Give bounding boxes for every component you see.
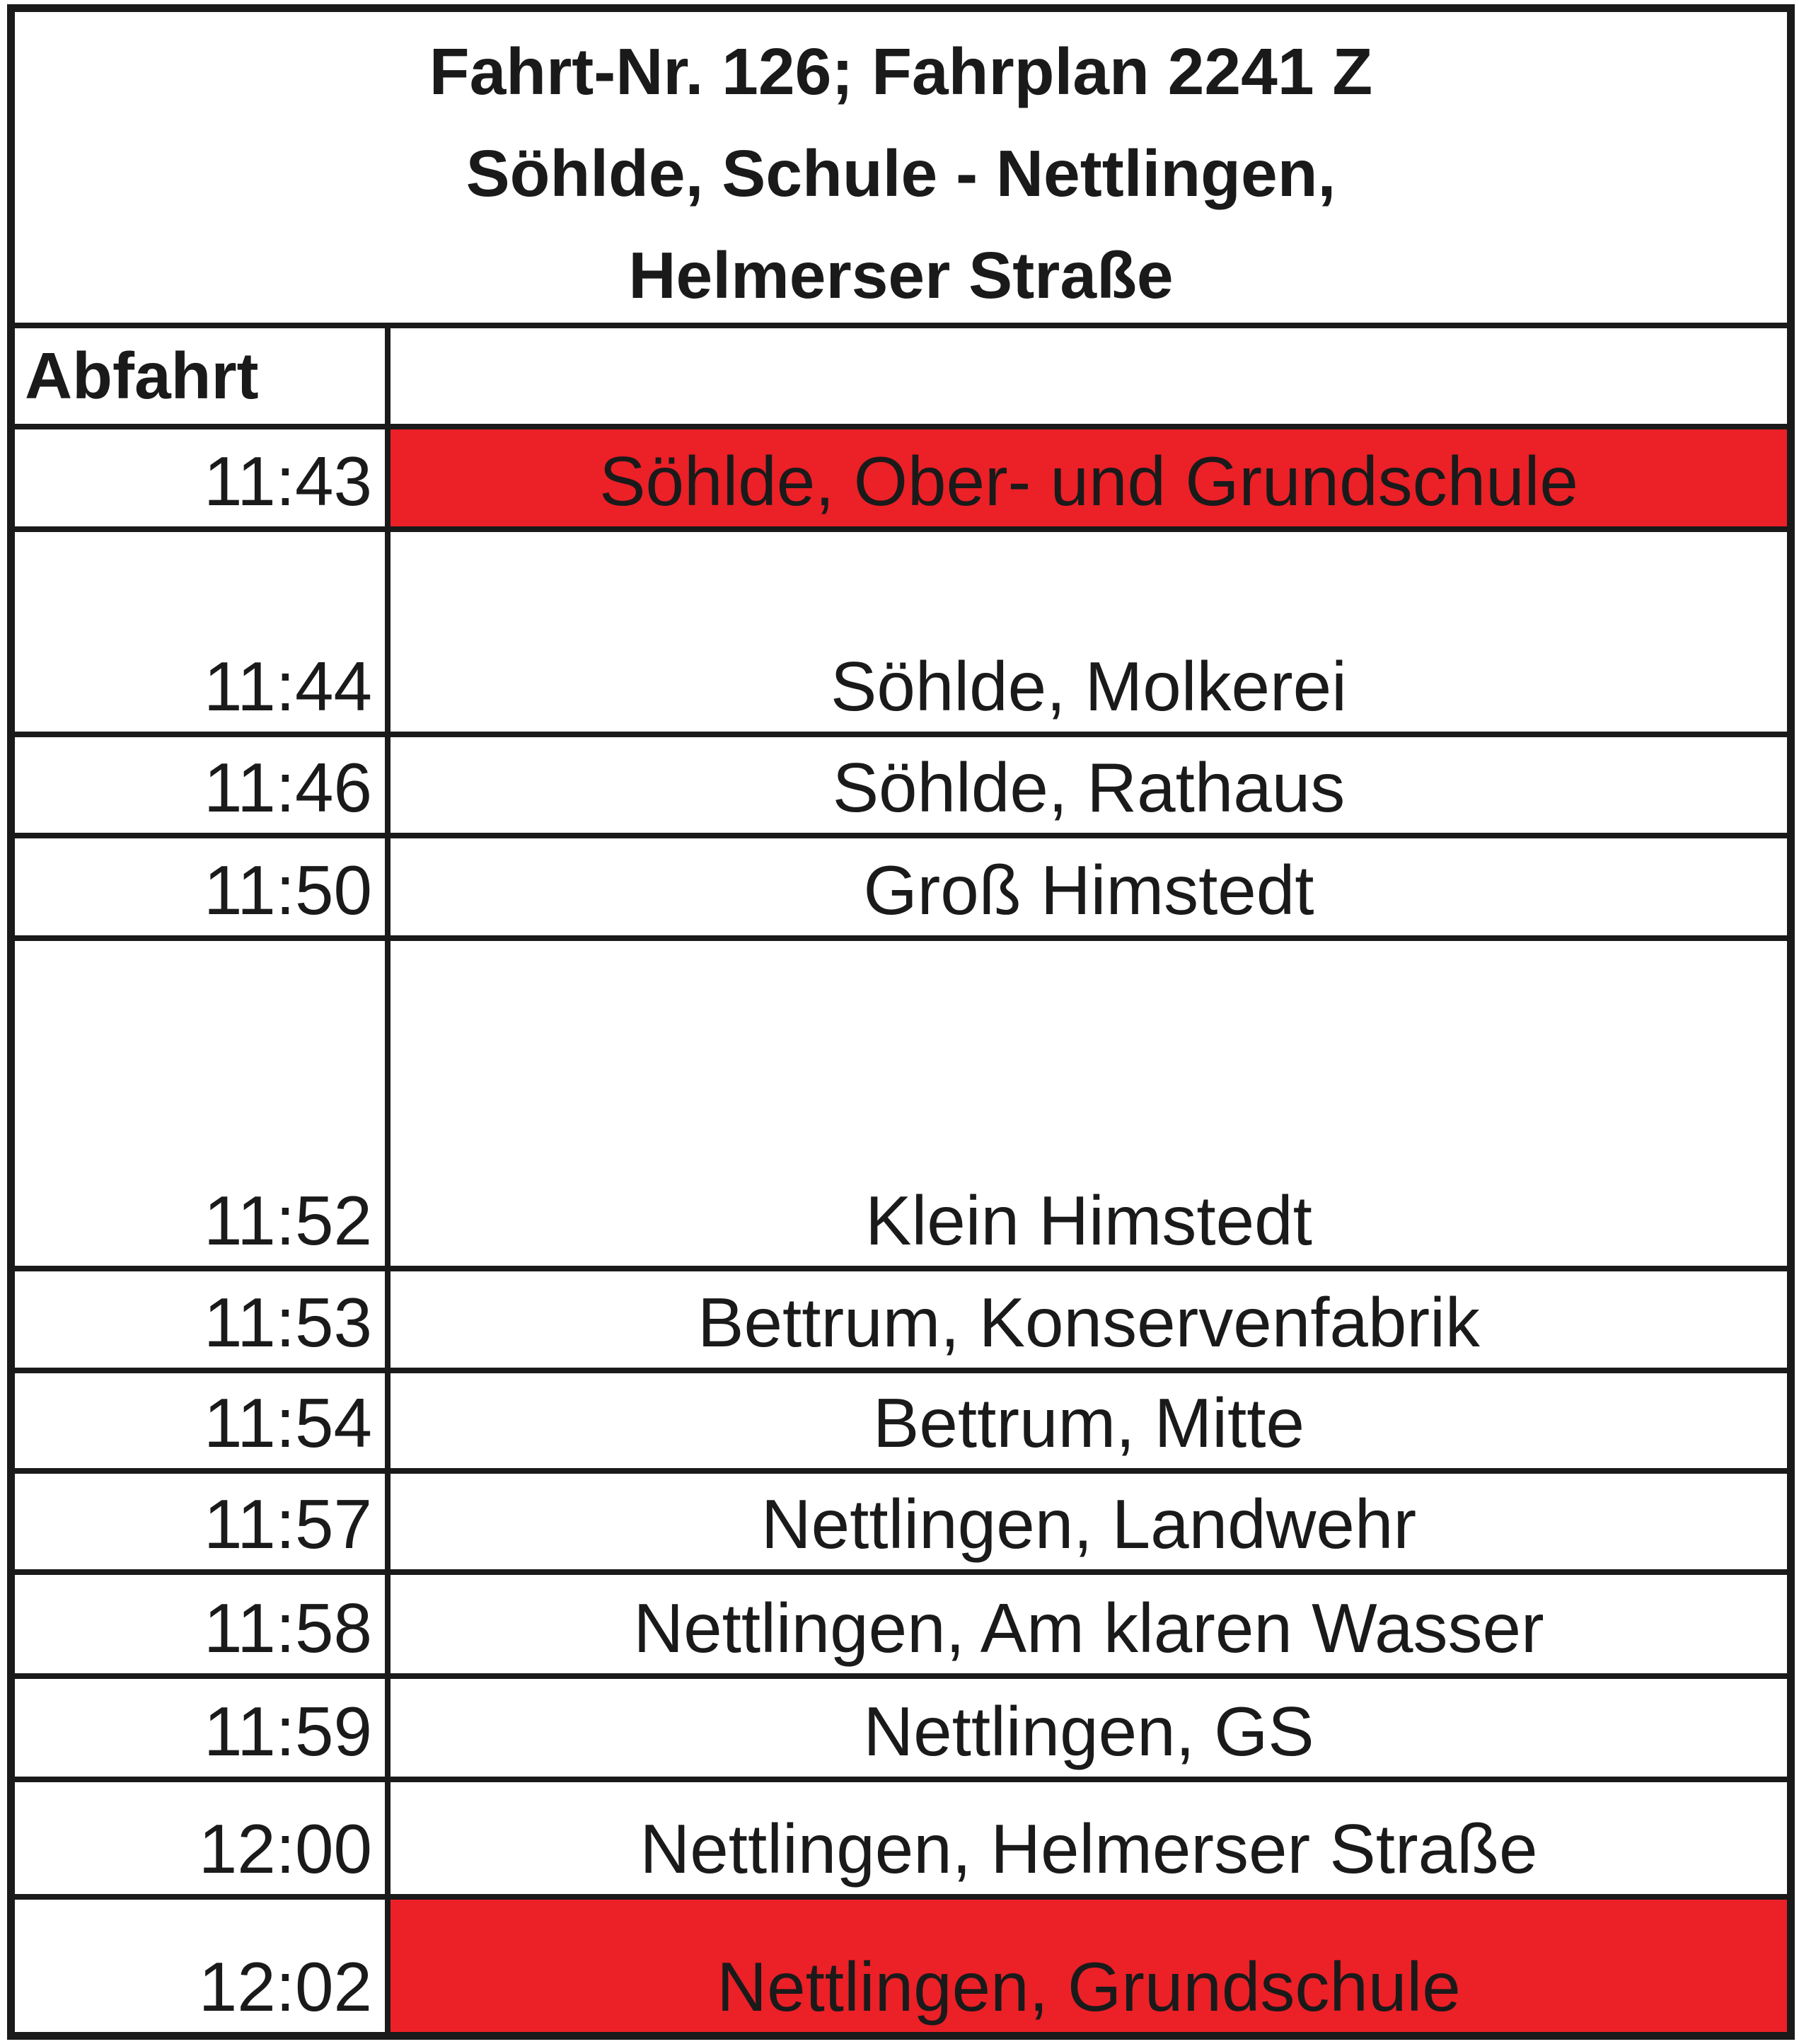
departure-time: 11:58: [204, 1589, 372, 1667]
departure-time: 11:46: [204, 749, 372, 826]
stop-name: Bettrum, Konservenfabrik: [698, 1283, 1480, 1361]
time-cell: [15, 737, 391, 833]
timetable-row: [15, 532, 1787, 737]
stop-cell: [391, 1679, 1787, 1777]
time-cell: [15, 1271, 391, 1368]
timetable: [7, 4, 1795, 2040]
departure-time: 11:43: [204, 442, 372, 520]
header-line-1: Fahrt-Nr. 126; Fahrplan 2241 Z: [429, 35, 1373, 108]
time-cell: [15, 941, 391, 1266]
time-cell: [15, 1373, 391, 1468]
timetable-header: [15, 12, 1787, 328]
stop-name: Nettlingen, Am klaren Wasser: [633, 1589, 1544, 1667]
stop-cell: [391, 1782, 1787, 1894]
stop-cell: [391, 1575, 1787, 1673]
time-cell: [15, 532, 391, 732]
stop-cell: [391, 1271, 1787, 1368]
stop-cell: [391, 1474, 1787, 1569]
departure-column-header: [15, 328, 391, 424]
timetable-row: [15, 1679, 1787, 1782]
column-header-row: [15, 328, 1787, 429]
time-cell: [15, 1679, 391, 1777]
time-cell: [15, 1575, 391, 1673]
timetable-row: [15, 1271, 1787, 1373]
timetable-row: [15, 941, 1787, 1271]
departure-time: 11:54: [204, 1384, 372, 1462]
stop-name: Klein Himstedt: [865, 1182, 1312, 1259]
stop-name: Nettlingen, Helmerser Straße: [640, 1810, 1538, 1888]
time-cell: [15, 838, 391, 935]
timetable-row: [15, 1575, 1787, 1679]
departure-time: 11:59: [204, 1692, 372, 1770]
departure-time: 11:50: [204, 851, 372, 929]
stop-cell: [391, 532, 1787, 732]
stop-name: Söhlde, Rathaus: [832, 749, 1346, 826]
timetable-row: [15, 838, 1787, 941]
stop-name: Söhlde, Molkerei: [831, 647, 1347, 725]
departure-column-label: Abfahrt: [25, 339, 259, 412]
stop-cell: [391, 737, 1787, 833]
stop-cell-highlighted: [391, 429, 1787, 526]
timetable-row: [15, 1900, 1787, 2032]
stop-name: Nettlingen, Grundschule: [717, 1948, 1461, 2026]
stop-name: Söhlde, Ober- und Grundschule: [599, 442, 1578, 520]
departure-time: 11:53: [204, 1283, 372, 1361]
stop-cell-highlighted: [391, 1900, 1787, 2032]
timetable-row: [15, 1474, 1787, 1575]
timetable-row: [15, 429, 1787, 532]
departure-time: 12:00: [198, 1810, 372, 1888]
departure-time: 11:44: [204, 647, 372, 725]
time-cell: [15, 1782, 391, 1894]
time-cell: [15, 1474, 391, 1569]
stop-name: Groß Himstedt: [863, 851, 1314, 929]
departure-time: 11:52: [204, 1182, 372, 1259]
header-line-2: Söhlde, Schule - Nettlingen,: [465, 137, 1336, 210]
time-cell: [15, 1900, 391, 2032]
stop-cell: [391, 838, 1787, 935]
time-cell: [15, 429, 391, 526]
stop-name: Nettlingen, Landwehr: [760, 1485, 1417, 1563]
stop-name: Nettlingen, GS: [863, 1692, 1314, 1770]
stop-column-header: [391, 328, 1787, 424]
timetable-row: [15, 1373, 1787, 1474]
stop-cell: [391, 1373, 1787, 1468]
departure-time: 11:57: [204, 1485, 372, 1563]
timetable-row: [15, 1782, 1787, 1900]
stop-name: Bettrum, Mitte: [873, 1384, 1305, 1462]
timetable-row: [15, 737, 1787, 838]
departure-time: 12:02: [198, 1948, 372, 2026]
stop-cell: [391, 941, 1787, 1266]
header-line-3: Helmerser Straße: [628, 238, 1174, 312]
